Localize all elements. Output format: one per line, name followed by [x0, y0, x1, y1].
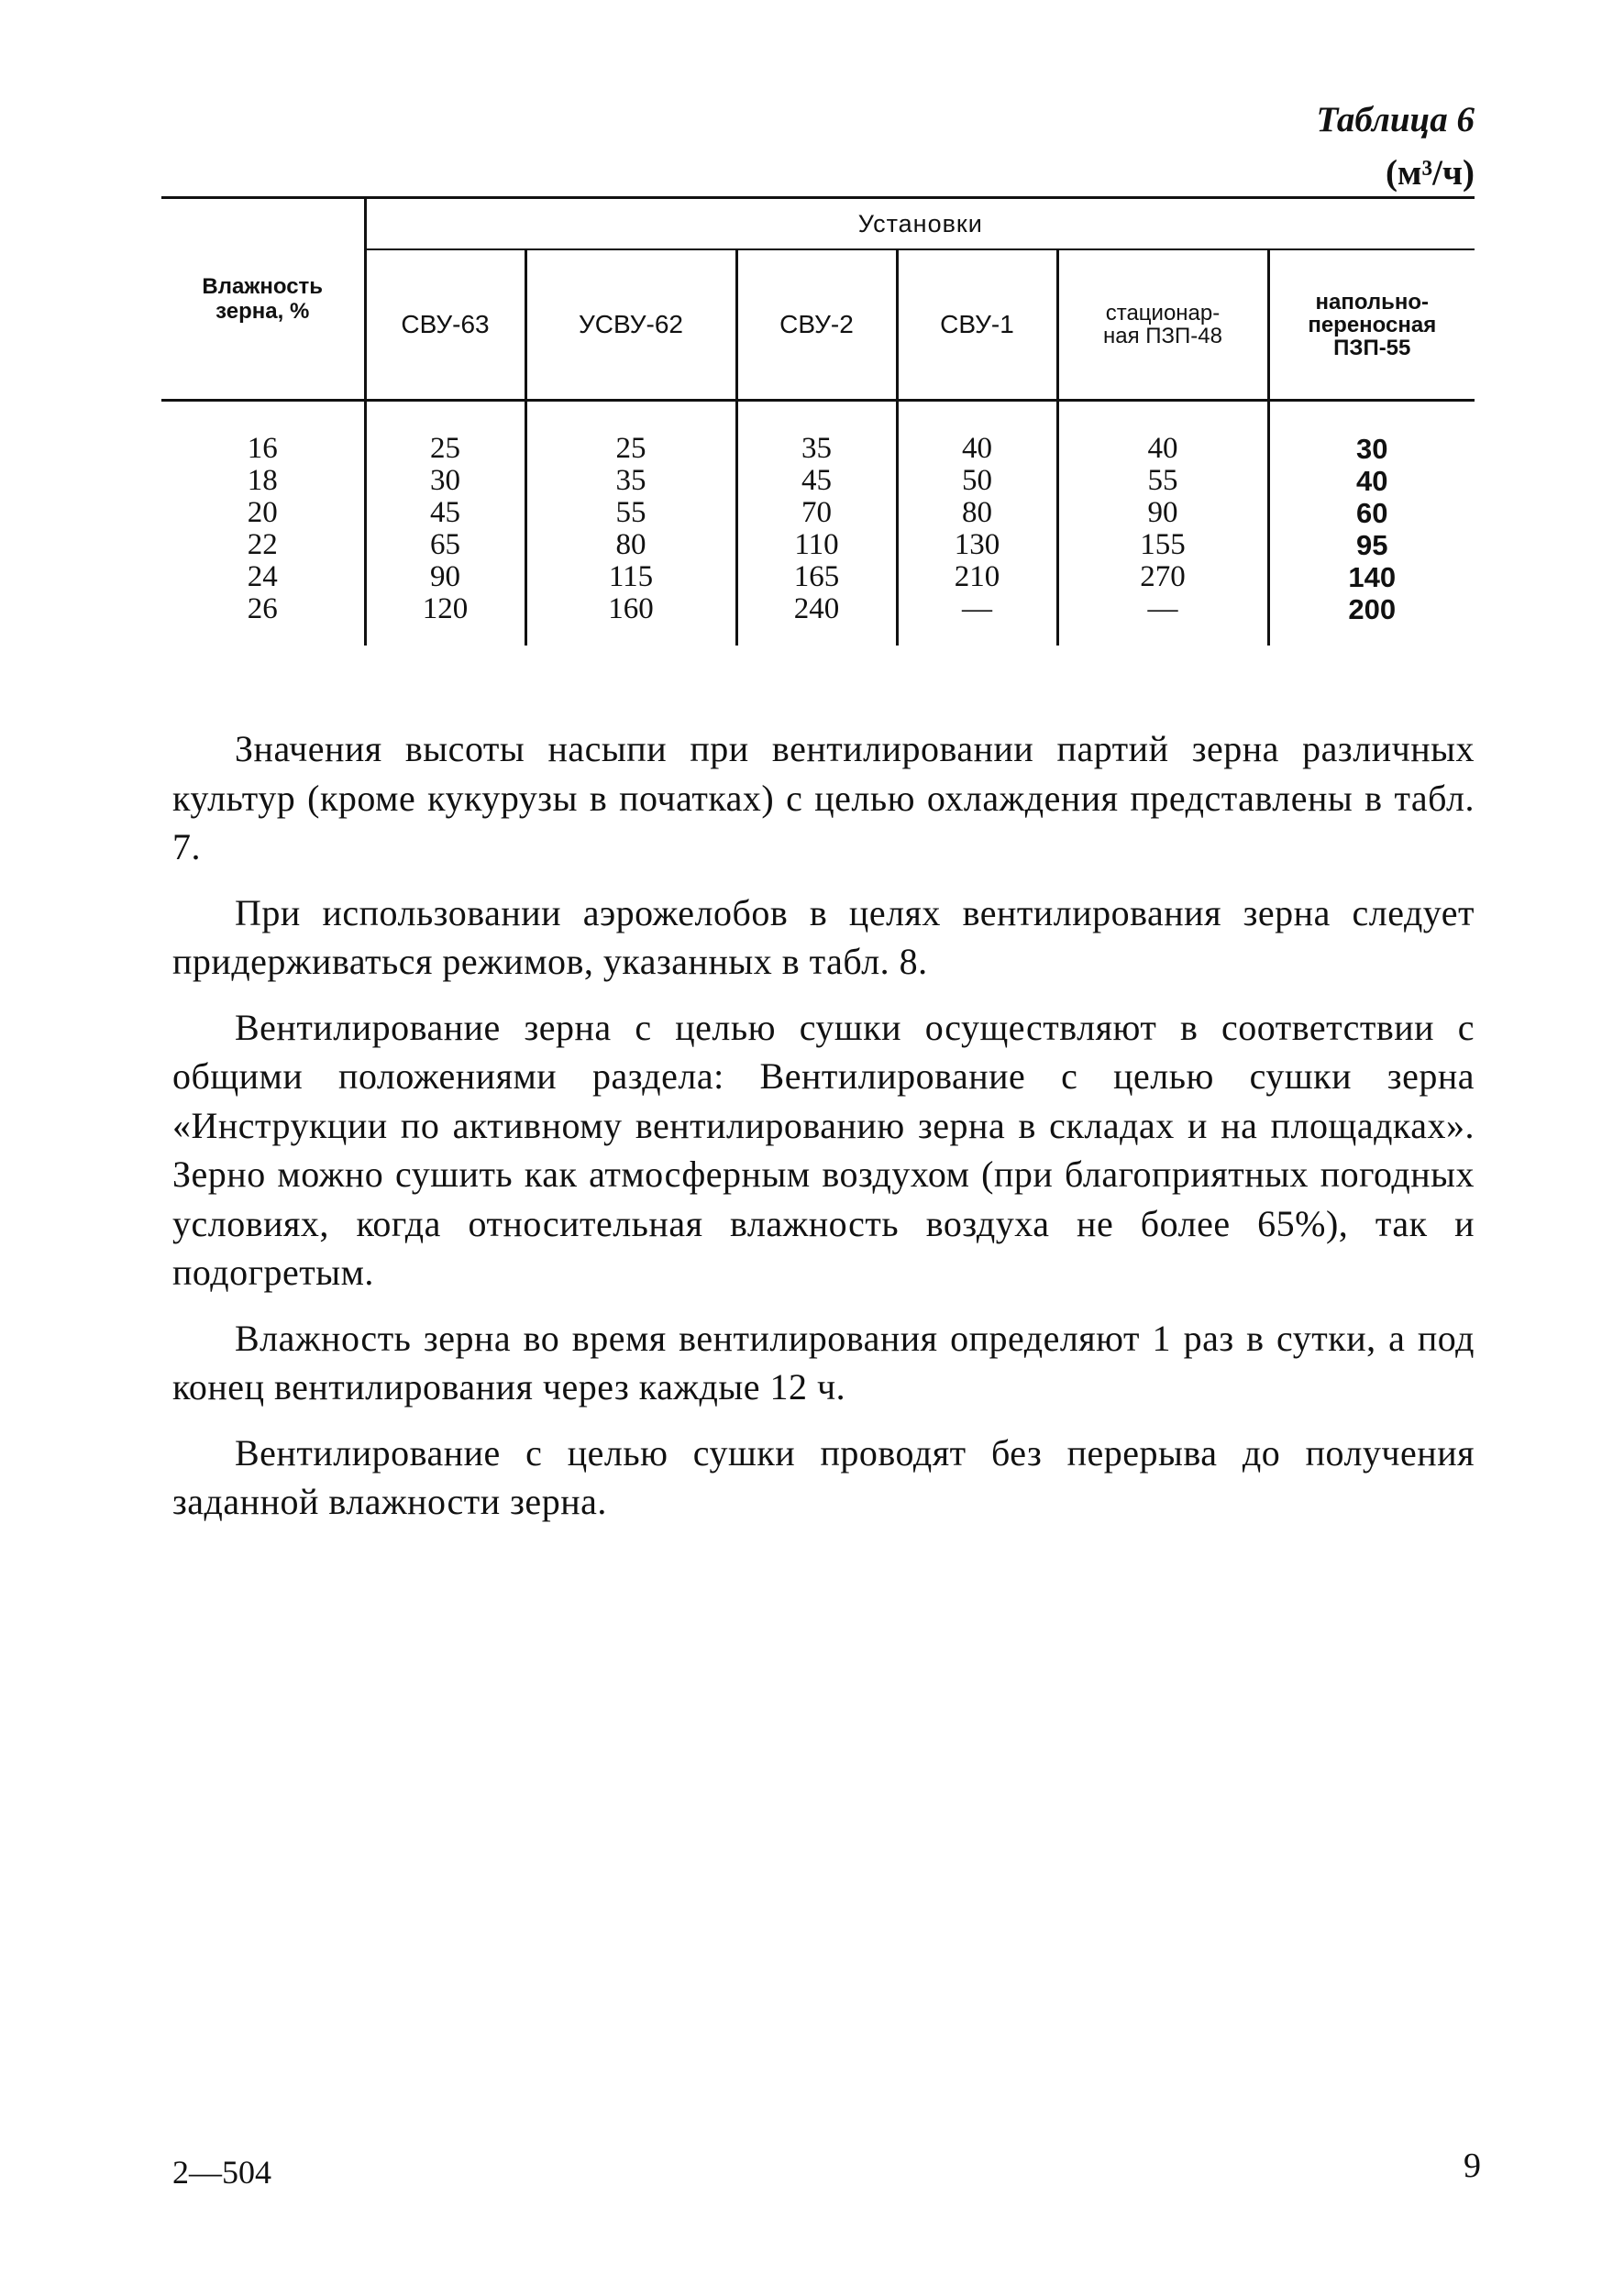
table-cell: 35: [525, 465, 736, 497]
table-cell: 90: [1057, 497, 1268, 529]
table-cell: —: [1057, 593, 1268, 646]
paragraph: Вентилирование с целью сушки проводят без перерыва до получения заданной влажности зерна.: [172, 1431, 1475, 1522]
table-cell: 65: [365, 529, 525, 561]
table-unit: (м³/ч): [1385, 153, 1475, 193]
table-row: [161, 561, 1475, 593]
table-cell: 50: [897, 465, 1057, 497]
table-title: Таблица 6: [1316, 100, 1475, 139]
table-cell: 30: [1268, 401, 1475, 466]
moisture-column-header: Влажность зерна, %: [161, 198, 365, 401]
table-cell: 55: [525, 497, 736, 529]
column-header-pzp-55: напольно- переносная ПЗП-55: [1268, 249, 1475, 401]
table-cell: 60: [1268, 497, 1475, 529]
page-number: 9: [1464, 2147, 1481, 2185]
table-cell: 130: [897, 529, 1057, 561]
table-cell: 80: [525, 529, 736, 561]
table-cell: 40: [1268, 465, 1475, 497]
table-cell: 80: [897, 497, 1057, 529]
table-caption: [1316, 94, 1475, 200]
table-row: [161, 465, 1475, 497]
column-header-svu-1: СВУ-1: [897, 249, 1057, 401]
moisture-cell: 20: [247, 496, 278, 529]
body-text: [172, 724, 1475, 1543]
table-cell: 40: [897, 401, 1057, 466]
table-cell: 210: [897, 561, 1057, 593]
table-row: [161, 497, 1475, 529]
table-cell: 35: [736, 401, 897, 466]
table-cell: 200: [1268, 593, 1475, 646]
table-cell: 270: [1057, 561, 1268, 593]
moisture-cell: 18: [247, 464, 278, 497]
table-cell: 95: [1268, 529, 1475, 561]
moisture-cell: 16: [247, 432, 278, 465]
column-header-usvu-62: УСВУ-62: [525, 249, 736, 401]
paragraph: Влажность зерна во время вентилирования определяют 1 раз в сутки, а под конец вентилирования через каждые 12 ч.: [172, 1317, 1475, 1407]
table-row: [161, 593, 1475, 646]
moisture-cell: 22: [247, 528, 278, 561]
column-header-pzp-48: стационар- ная ПЗП-48: [1057, 249, 1268, 401]
installations-group-header: Установки: [365, 198, 1475, 250]
table-cell: 155: [1057, 529, 1268, 561]
airflow-table: [161, 196, 1475, 646]
table-cell: 120: [365, 593, 525, 646]
paragraph: Вентилирование зерна с целью сушки осуществляют в соответствии с общими положениями раздела: Вентилирование с целью сушки зерна «Инструкции по активному вентилированию зерна в складах и на площадках». Зерно можно сушить как атмосферным воздухом (при благоприятных погодных условиях, когда относительная влажность воздуха не более 65%), так и подогретым.: [172, 1006, 1475, 1293]
table-cell: 45: [736, 465, 897, 497]
table-row: [161, 529, 1475, 561]
table-cell: 90: [365, 561, 525, 593]
table-cell: 165: [736, 561, 897, 593]
table-cell: —: [897, 593, 1057, 646]
table-cell: 55: [1057, 465, 1268, 497]
table-cell: 45: [365, 497, 525, 529]
moisture-cell: 26: [247, 592, 278, 625]
table-cell: 25: [525, 401, 736, 466]
table-cell: 25: [365, 401, 525, 466]
table-cell: 30: [365, 465, 525, 497]
paragraph: Значения высоты насыпи при вентилировании партий зерна различных культур (кроме кукурузы в початках) с целью охлаждения представлены в табл. 7.: [172, 728, 1475, 867]
table-cell: 140: [1268, 561, 1475, 593]
table-cell: 115: [525, 561, 736, 593]
table-row: [161, 401, 1475, 466]
paragraph: При использовании аэрожелобов в целях вентилирования зерна следует придерживаться режимов, указанных в табл. 8.: [172, 891, 1475, 982]
table-cell: 40: [1057, 401, 1268, 466]
moisture-cell: 24: [247, 560, 278, 593]
table-cell: 240: [736, 593, 897, 646]
column-header-svu-2: СВУ-2: [736, 249, 897, 401]
column-header-svu-63: СВУ-63: [365, 249, 525, 401]
print-signature: 2—504: [172, 2154, 271, 2191]
table-cell: 110: [736, 529, 897, 561]
table-cell: 160: [525, 593, 736, 646]
table-cell: 70: [736, 497, 897, 529]
